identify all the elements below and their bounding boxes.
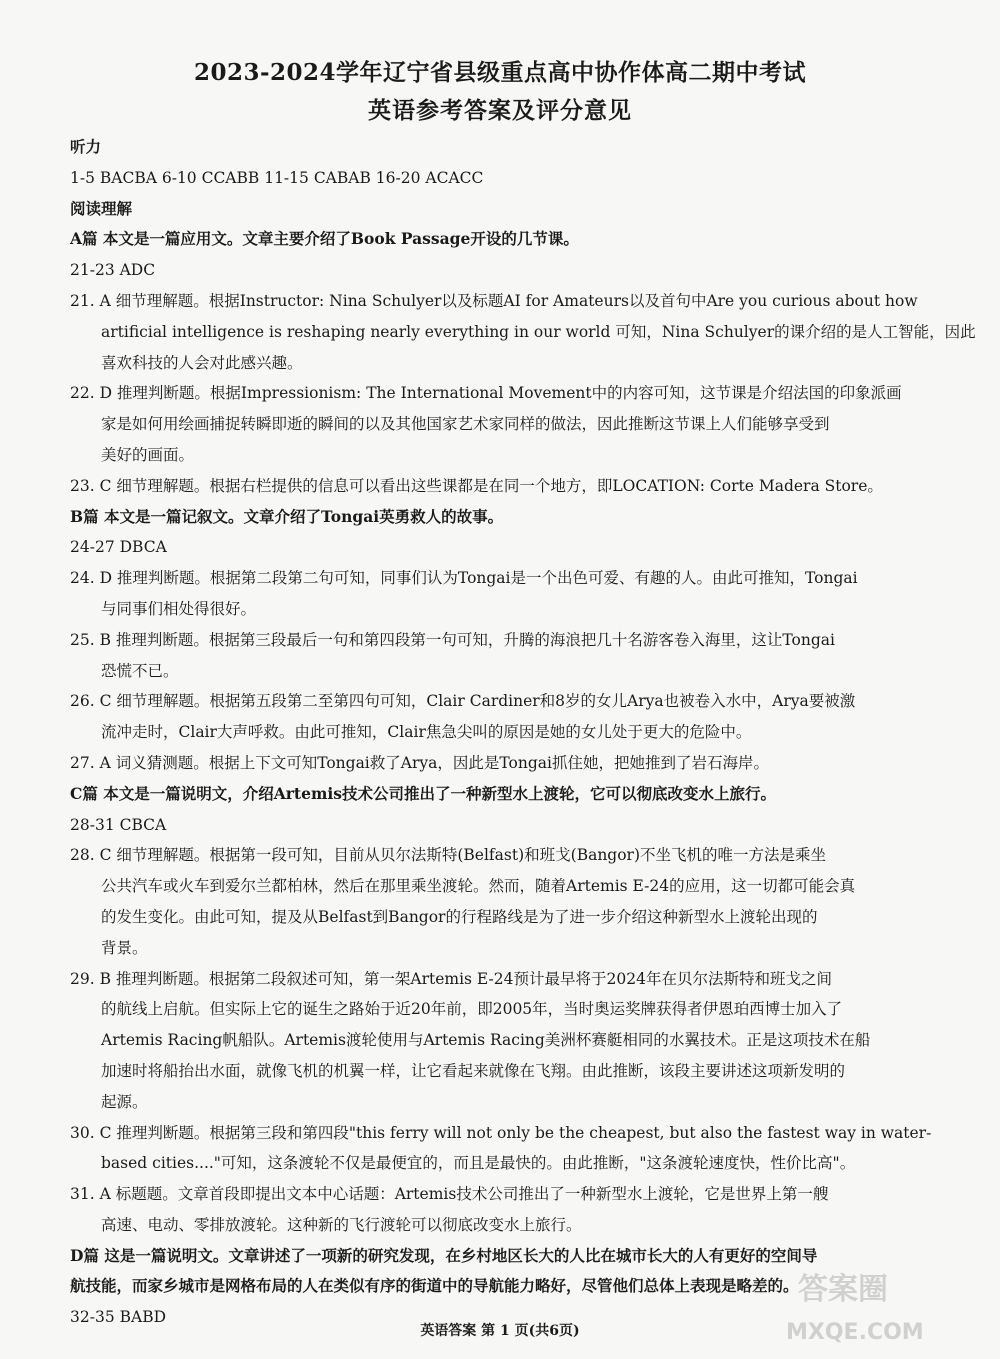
text-line: 25. B 推理判断题。根据第三段最后一句和第四段第一句可知，升腾的海浪把几十名游客卷入海里，这让Tongai — [70, 630, 835, 649]
text-line: 31. A 标题题。文章首段即提出文本中心话题：Artemis技术公司推出了一种新型水上渡轮，它是世界上第一艘 — [70, 1185, 829, 1204]
text-line: 公共汽车或火车到爱尔兰都柏林，然后在那里乘坐渡轮。然而，随着Artemis E-24的应用，这一切都可能会真 — [101, 877, 856, 896]
text-line: 27. A 词义猜测题。根据上下文可知Tongai救了Arya，因此是Tongai抓住她，把她推到了岩石海岸。 — [70, 753, 769, 772]
text-line: 21. A 细节理解题。根据Instructor: Nina Schulyer以及标题AI for Amateurs以及首句中Are you curious about how — [70, 291, 918, 310]
watermark-text: 答案圈 — [798, 1272, 888, 1307]
document-title: 2023-2024学年辽宁省县级重点高中协作体高二期中考试 — [193, 59, 807, 86]
text-line: 22. D 推理判断题。根据Impressionism: The International Movement中的内容可知，这节课是介绍法国的印象派画 — [70, 384, 902, 403]
text-line: 24-27 DBCA — [70, 538, 167, 557]
section-heading-line: 航技能，而家乡城市是网格布局的人在类似有序的街道中的导航能力略好，尽管他们总体上表现是略差的。 — [70, 1276, 799, 1296]
text-line: 29. B 推理判断题。根据第二段叙述可知，第一架Artemis E-24预计最早将于2024年在贝尔法斯特和班戈之间 — [70, 969, 832, 988]
document-subtitle: 英语参考答案及评分意见 — [368, 97, 632, 124]
section-heading-line: D篇 这是一篇说明文。文章讲述了一项新的研究发现，在乡村地区长大的人比在城市长大的人有更好的空间导 — [70, 1245, 818, 1265]
text-line: 26. C 细节理解题。根据第五段第二至第四句可知，Clair Cardiner和8岁的女儿Arya也被卷入水中，Arya要被激 — [70, 692, 856, 711]
text-line: 28-31 CBCA — [70, 815, 167, 834]
text-line: 24. D 推理判断题。根据第二段第二句可知，同事们认为Tongai是一个出色可爱、有趣的人。由此可推知，Tongai — [70, 569, 858, 588]
section-heading-line: 阅读理解 — [70, 198, 133, 218]
section-heading-line: 听力 — [70, 137, 102, 156]
text-line: 23. C 细节理解题。根据右栏提供的信息可以看出这些课都是在同一个地方，即LOCATION: Corte Madera Store。 — [70, 476, 883, 495]
text-line: 28. C 细节理解题。根据第一段可知，目前从贝尔法斯特(Belfast)和班戈(Bangor)不坐飞机的唯一方法是乘坐 — [70, 846, 827, 865]
section-heading-line: B篇 本文是一篇记叙文。文章介绍了Tongai英勇救人的故事。 — [70, 506, 504, 526]
text-line: 的发生变化。由此可知，提及从Belfast到Bangor的行程路线是为了进一步介绍这种新型水上渡轮出现的 — [101, 907, 818, 926]
text-line: 21-23 ADC — [70, 261, 156, 280]
text-line: 1-5 BACBA 6-10 CCABB 11-15 CABAB 16-20 ACACC — [70, 168, 484, 187]
text-line: 喜欢科技的人会对此感兴趣。 — [101, 353, 303, 372]
text-line: based cities...."可知，这条渡轮不仅是最便宜的，而且是最快的。由此推断，"这条渡轮速度快，性价比高"。 — [101, 1154, 856, 1173]
section-heading-line: C篇 本文是一篇说明文，介绍Artemis技术公司推出了一种新型水上渡轮，它可以彻底改变水上旅行。 — [70, 783, 776, 803]
text-line: 30. C 推理判断题。根据第三段和第四段"this ferry will not only be the cheapest, but also the fastest way in water- — [70, 1123, 932, 1142]
section-heading-line: A篇 本文是一篇应用文。文章主要介绍了Book Passage开设的几节课。 — [70, 229, 579, 249]
text-line: artificial intelligence is reshaping nearly everything in our world 可知，Nina Schulyer的课介绍的是人工智能，因此 — [101, 322, 976, 341]
text-line: 与同事们相处得很好。 — [101, 599, 257, 618]
watermark-logo — [768, 1261, 988, 1351]
text-line: 的航线上启航。但实际上它的诞生之路始于近20年前，即2005年，当时奥运奖牌获得者伊恩珀西博士加入了 — [101, 1000, 843, 1019]
text-line: 背景。 — [101, 938, 148, 957]
text-line: 32-35 BABD — [70, 1308, 167, 1327]
text-line: 高速、电动、零排放渡轮。这种新的飞行渡轮可以彻底改变水上旅行。 — [101, 1215, 582, 1234]
text-line: 流冲走时，Clair大声呼救。由此可推知，Clair焦急尖叫的原因是她的女儿处于更大的危险中。 — [101, 723, 752, 742]
answer-body — [70, 132, 976, 1333]
watermark-url: MXQE.COM — [786, 1320, 924, 1345]
page-footer: 英语答案 第 1 页(共6页) — [420, 1323, 580, 1339]
text-line: 家是如何用绘画捕捉转瞬即逝的瞬间的以及其他国家艺术家同样的做法，因此推断这节课上人们能够享受到 — [101, 415, 830, 434]
text-line: Artemis Racing帆船队。Artemis渡轮使用与Artemis Racing美洲杯赛艇相同的水翼技术。正是这项技术在船 — [101, 1031, 871, 1050]
text-line: 美好的画面。 — [101, 445, 195, 464]
text-line: 加速时将船抬出水面，就像飞机的机翼一样，让它看起来就像在飞翔。由此推断，该段主要讲述这项新发明的 — [101, 1061, 846, 1080]
text-line: 恐慌不已。 — [101, 661, 179, 680]
text-line: 起源。 — [101, 1092, 148, 1111]
